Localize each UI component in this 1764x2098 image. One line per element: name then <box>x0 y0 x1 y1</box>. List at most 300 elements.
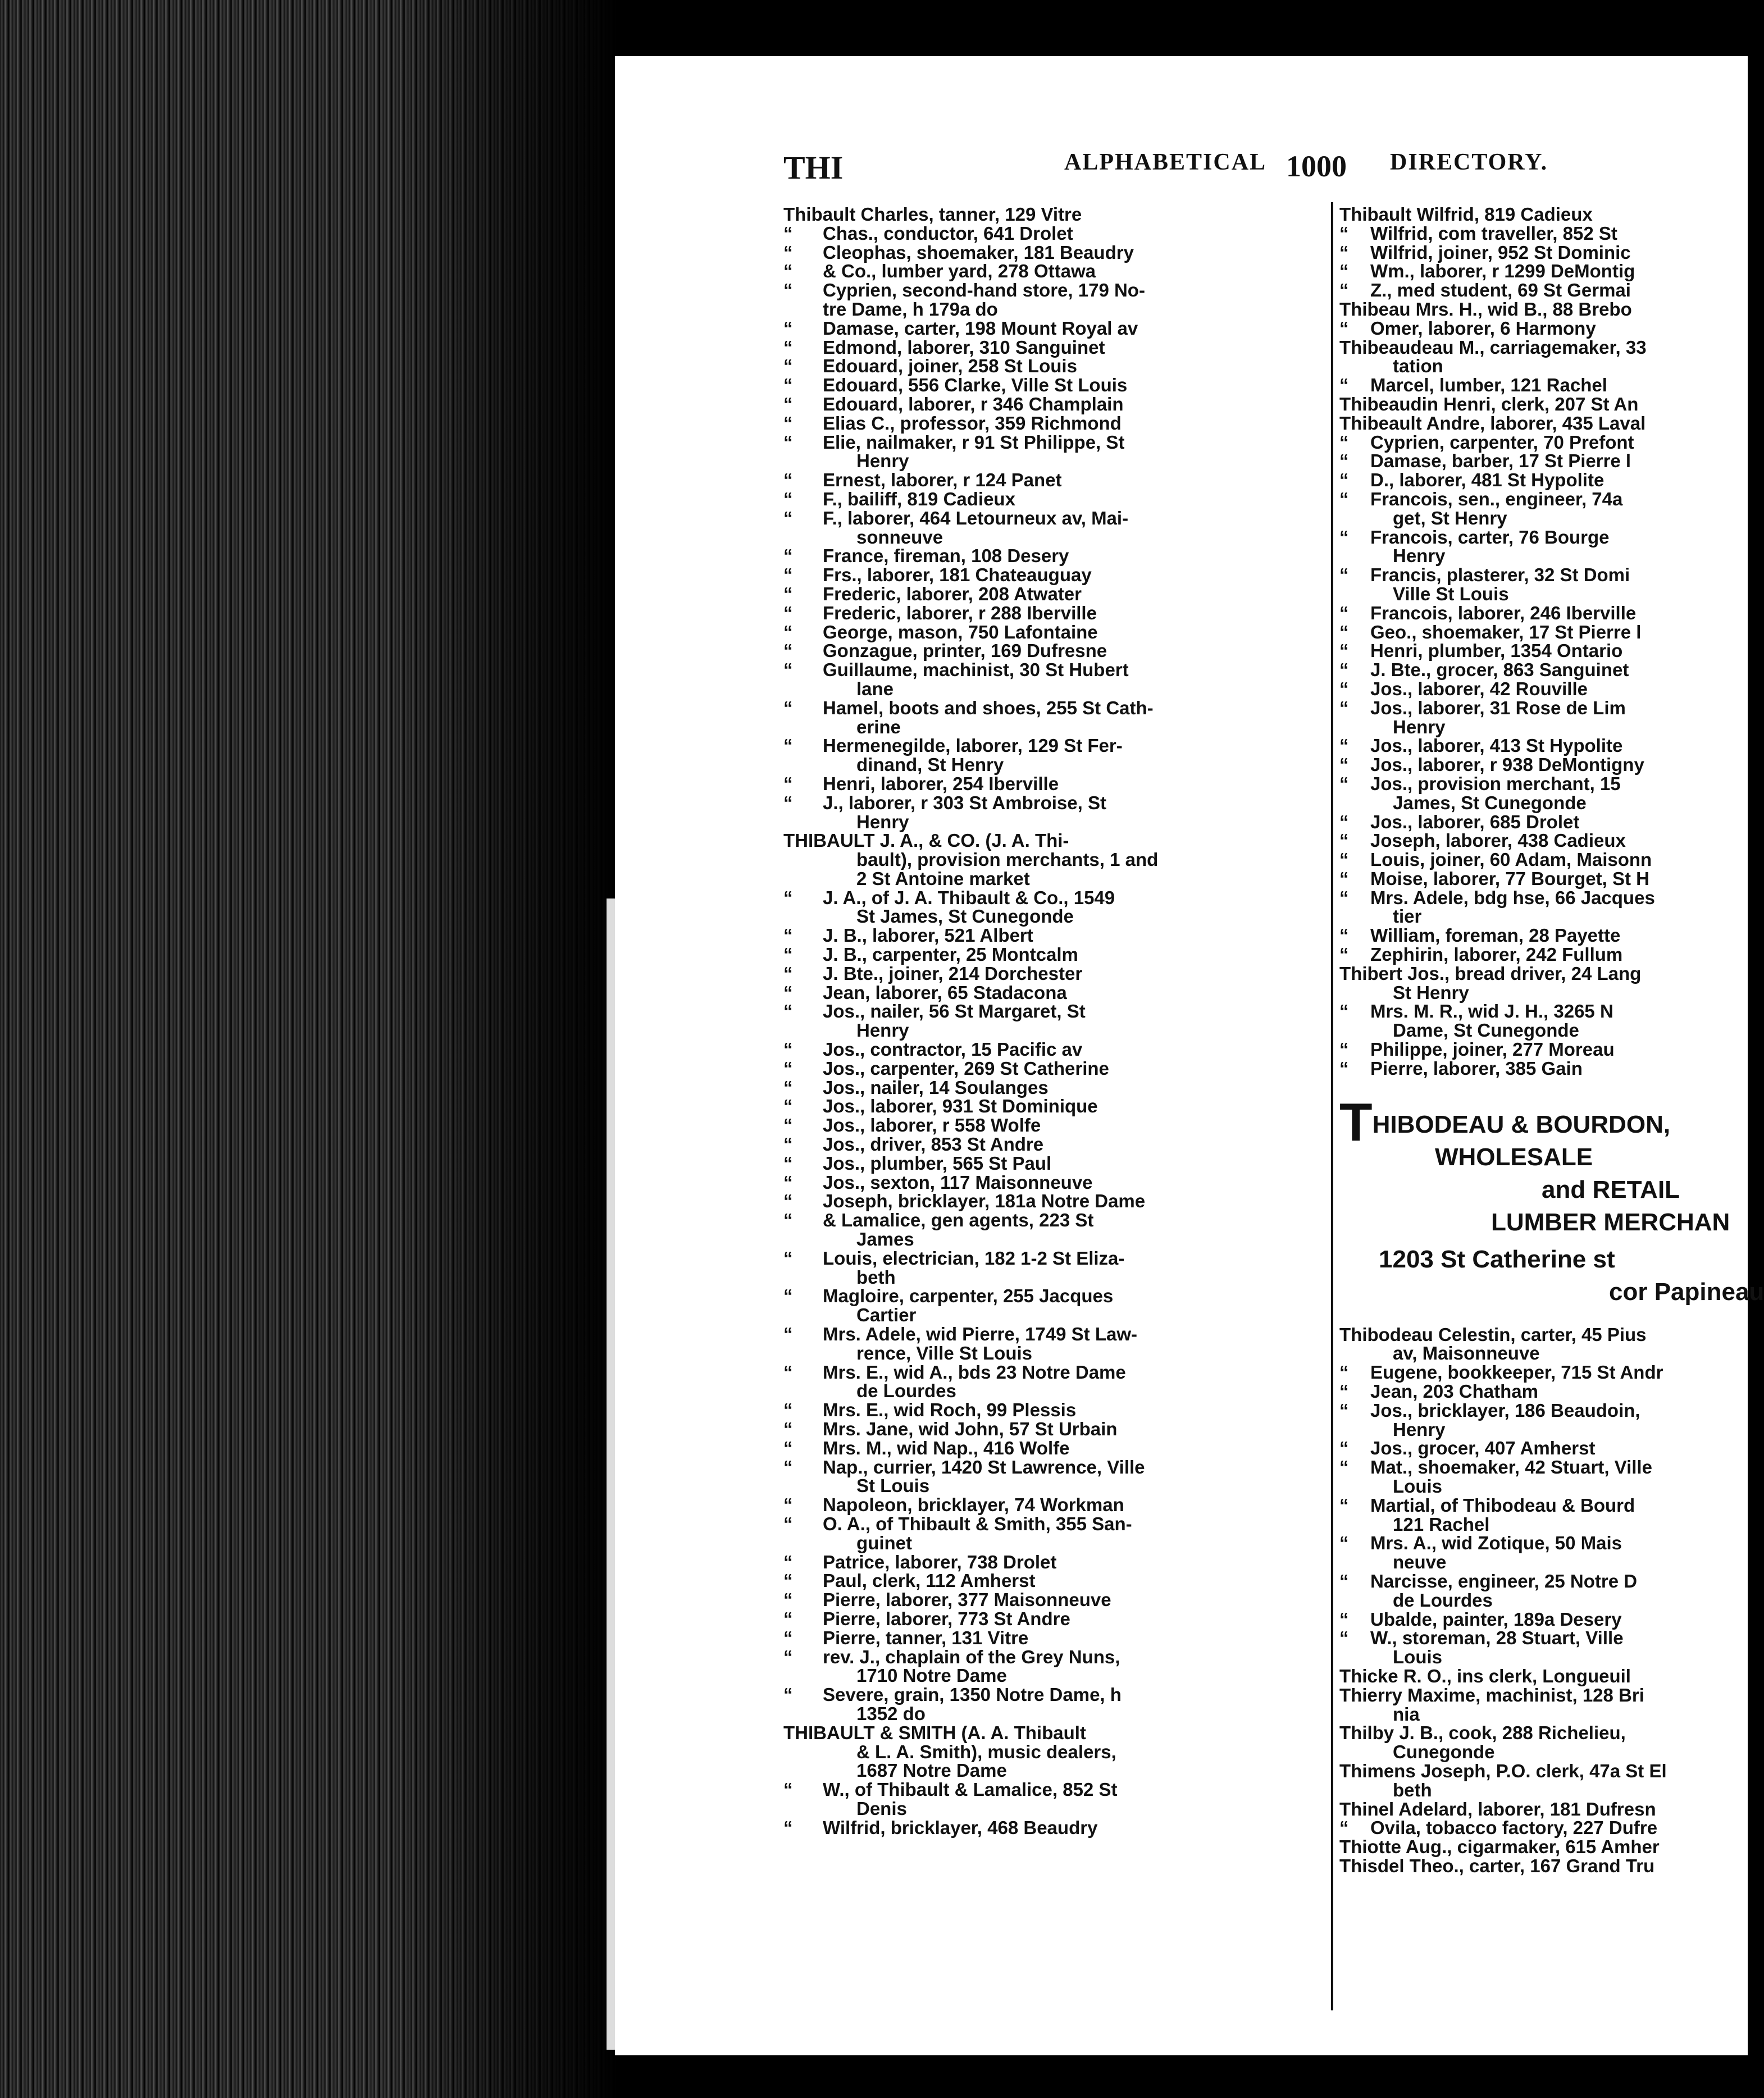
directory-entry-line <box>783 1723 1373 1743</box>
directory-entry-line <box>783 1040 1373 1059</box>
directory-entry-line <box>783 1648 1373 1667</box>
directory-entry-line <box>783 660 1373 679</box>
ditto-mark: “ <box>783 1247 793 1269</box>
ad-address: 1203 St Catherine st <box>1379 1245 1615 1273</box>
entry-text: Henry <box>856 450 909 472</box>
directory-entry-line <box>783 528 1373 547</box>
ditto-mark: “ <box>1339 697 1349 718</box>
entry-text: sonneuve <box>856 526 943 548</box>
entry-text: Pierre, laborer, 773 St Andre <box>823 1608 1070 1629</box>
directory-entry-line <box>783 1743 1373 1762</box>
directory-entry-line <box>1339 1344 1744 1363</box>
directory-entry-line <box>783 1401 1373 1420</box>
directory-entry-line <box>1339 1629 1744 1648</box>
right-column <box>1339 204 1764 1876</box>
ditto-mark: “ <box>783 925 793 946</box>
entry-text: J., laborer, r 303 St Ambroise, St <box>823 792 1106 813</box>
directory-entry-line <box>783 907 1373 926</box>
entry-text: Thierry Maxime, machinist, 128 Bri <box>1339 1684 1644 1705</box>
entry-text: Jos., grocer, 407 Amherst <box>1370 1438 1596 1459</box>
ditto-mark: “ <box>783 1134 793 1155</box>
running-head-key: THI <box>783 149 844 186</box>
entry-text: F., bailiff, 819 Cadieux <box>823 488 1015 509</box>
directory-entry-line <box>1339 1762 1744 1781</box>
directory-entry-line <box>1339 319 1744 338</box>
directory-entry-line <box>783 1515 1373 1534</box>
ditto-mark: “ <box>783 1115 793 1136</box>
entry-text: Henri, laborer, 254 Iberville <box>823 773 1059 794</box>
ditto-mark: “ <box>783 507 793 528</box>
ditto-mark: “ <box>783 1608 793 1629</box>
directory-entry-line <box>783 1306 1373 1325</box>
directory-entry-line <box>1339 338 1744 357</box>
directory-entry-line <box>783 300 1373 319</box>
entry-text: dinand, St Henry <box>856 754 1004 776</box>
entry-text: Jos., carpenter, 269 St Catherine <box>823 1057 1109 1079</box>
entry-text: Wm., laborer, r 1299 DeMontig <box>1370 261 1635 282</box>
entry-text: Geo., shoemaker, 17 St Pierre l <box>1370 621 1642 642</box>
ditto-mark: “ <box>1339 261 1349 282</box>
directory-entry-line <box>783 1381 1373 1401</box>
entry-text: Guillaume, machinist, 30 St Hubert <box>823 659 1129 681</box>
ditto-mark: “ <box>783 1096 793 1117</box>
ditto-mark: “ <box>1339 1571 1349 1592</box>
entry-text: Dame, St Cunegonde <box>1393 1020 1579 1041</box>
ditto-mark: “ <box>1339 1627 1349 1649</box>
entry-text: Thibodeau Celestin, carter, 45 Pius <box>1339 1324 1647 1345</box>
entry-text: Joseph, bricklayer, 181a Notre Dame <box>823 1191 1146 1212</box>
entry-text: J. Bte., grocer, 863 Sanguinet <box>1370 659 1629 681</box>
directory-entry-line <box>1339 224 1744 243</box>
ditto-mark: “ <box>783 1361 793 1383</box>
entry-text: Narcisse, engineer, 25 Notre D <box>1370 1571 1638 1592</box>
entry-text: Mrs. E., wid Roch, 99 Plessis <box>823 1399 1077 1421</box>
entry-text: Mrs. Adele, bdg hse, 66 Jacques <box>1370 887 1655 908</box>
ditto-mark: “ <box>1339 1057 1349 1079</box>
entry-text: 1710 Notre Dame <box>856 1665 1007 1686</box>
entry-text: Thilby J. B., cook, 288 Richelieu, <box>1339 1722 1626 1744</box>
directory-entry-line <box>1339 1477 1744 1496</box>
directory-entry-line <box>783 945 1373 964</box>
entry-text: Jos., laborer, 931 St Dominique <box>823 1096 1098 1117</box>
directory-entry-line <box>1339 926 1744 945</box>
ditto-mark: “ <box>1339 431 1349 453</box>
ditto-mark: “ <box>783 1210 793 1231</box>
ditto-mark: “ <box>783 375 793 396</box>
directory-entry-line <box>783 1458 1373 1477</box>
entry-text: George, mason, 750 Lafontaine <box>823 621 1098 642</box>
entry-text: Thibeaudeau M., carriagemaker, 33 <box>1339 336 1647 358</box>
column-divider <box>1331 202 1333 2010</box>
directory-entry-line <box>783 281 1373 300</box>
entry-text: Wilfrid, joiner, 952 St Dominic <box>1370 241 1631 263</box>
entry-text: D., laborer, 481 St Hypolite <box>1370 469 1605 491</box>
entry-text: Frederic, laborer, 208 Atwater <box>823 583 1082 604</box>
entry-text: Cyprien, carpenter, 70 Prefont <box>1370 431 1634 453</box>
entry-text: Louis <box>1393 1476 1442 1497</box>
directory-entry-line <box>1339 1040 1744 1059</box>
ditto-mark: “ <box>783 982 793 1003</box>
ditto-mark: “ <box>783 469 793 491</box>
directory-entry-line <box>783 1534 1373 1553</box>
entry-text: Thisdel Theo., carter, 167 Grand Tru <box>1339 1855 1655 1876</box>
entry-text: James, St Cunegonde <box>1393 792 1587 813</box>
directory-entry-line <box>1339 964 1744 983</box>
directory-entry-line <box>783 1590 1373 1609</box>
ditto-mark: “ <box>783 1077 793 1098</box>
entry-text: Gonzague, printer, 169 Dufresne <box>823 640 1107 662</box>
ditto-mark: “ <box>783 1039 793 1060</box>
ditto-mark: “ <box>783 564 793 586</box>
ditto-mark: “ <box>1339 659 1349 681</box>
directory-entry-line <box>783 1021 1373 1040</box>
ditto-mark: “ <box>783 621 793 642</box>
directory-entry-line <box>783 736 1373 755</box>
ditto-mark: “ <box>783 317 793 339</box>
directory-entry-line <box>783 1571 1373 1590</box>
entry-text: Jean, 203 Chatham <box>1370 1381 1538 1402</box>
directory-entry-line <box>1339 1439 1744 1458</box>
entry-text: Cunegonde <box>1393 1741 1495 1763</box>
directory-entry-line <box>783 1553 1373 1572</box>
entry-text: Elias C., professor, 359 Richmond <box>823 412 1122 434</box>
ditto-mark: “ <box>783 697 793 718</box>
entry-text: Jos., laborer, 413 St Hypolite <box>1370 735 1623 756</box>
entry-text: W., storeman, 28 Stuart, Ville <box>1370 1627 1624 1649</box>
left-column <box>783 205 1373 1837</box>
ditto-mark: “ <box>1339 564 1349 586</box>
entry-text: Mrs. A., wid Zotique, 50 Mais <box>1370 1533 1622 1554</box>
directory-entry-line <box>783 1173 1373 1192</box>
directory-entry-line <box>1339 414 1744 433</box>
entry-text: & Lamalice, gen agents, 223 St <box>823 1210 1094 1231</box>
ditto-mark: “ <box>1339 1001 1349 1022</box>
entry-text: THIBAULT J. A., & CO. (J. A. Thi- <box>783 830 1069 851</box>
ditto-mark: “ <box>1339 375 1349 396</box>
directory-entry-line <box>783 376 1373 395</box>
ditto-mark: “ <box>1339 1533 1349 1554</box>
directory-entry-line <box>1339 850 1744 869</box>
entry-text: St Henry <box>1393 982 1469 1003</box>
directory-entry-line <box>1339 869 1744 888</box>
right-column-entries-top <box>1339 205 1744 1078</box>
directory-entry-line <box>783 395 1373 414</box>
entry-text: Thibert Jos., bread driver, 24 Lang <box>1339 963 1642 984</box>
entry-text: de Lourdes <box>856 1380 956 1402</box>
directory-entry-line <box>783 1211 1373 1230</box>
directory-entry-line <box>783 1344 1373 1363</box>
entry-text: Louis, electrician, 182 1-2 St Eliza- <box>823 1247 1125 1269</box>
entry-text: Francois, laborer, 246 Iberville <box>1370 602 1637 623</box>
ad-line-4: LUMBER MERCHAN <box>1491 1208 1730 1236</box>
directory-entry-line <box>1339 1837 1744 1857</box>
running-head-directory: DIRECTORY. <box>1390 149 1548 175</box>
ditto-mark: “ <box>1339 241 1349 263</box>
entry-text: Thibault Charles, tanner, 129 Vitre <box>783 204 1082 225</box>
ad-line-3: and RETAIL <box>1542 1175 1680 1203</box>
directory-entry-line <box>783 869 1373 888</box>
entry-text: Ville St Louis <box>1393 583 1509 604</box>
directory-entry-line <box>783 414 1373 433</box>
directory-entry-line <box>1339 1781 1744 1800</box>
entry-text: J. Bte., joiner, 214 Dorchester <box>823 963 1083 984</box>
entry-text: Mrs. M., wid Nap., 416 Wolfe <box>823 1437 1070 1458</box>
directory-entry-line <box>783 565 1373 585</box>
entry-text: Wilfrid, com traveller, 852 St <box>1370 222 1617 244</box>
entry-text: av, Maisonneuve <box>1393 1343 1540 1364</box>
directory-entry-line <box>783 679 1373 699</box>
directory-entry-line <box>1339 718 1744 737</box>
entry-text: J. B., laborer, 521 Albert <box>823 925 1033 946</box>
ditto-mark: “ <box>1339 488 1349 509</box>
ditto-mark: “ <box>1339 811 1349 832</box>
ditto-mark: “ <box>783 1779 793 1800</box>
entry-text: Thiotte Aug., cigarmaker, 615 Amher <box>1339 1836 1660 1858</box>
directory-entry-line <box>1339 451 1744 471</box>
entry-text: Philippe, joiner, 277 Moreau <box>1370 1039 1615 1060</box>
directory-entry-line <box>1339 1667 1744 1686</box>
directory-entry-line <box>1339 1496 1744 1515</box>
ditto-mark: “ <box>783 792 793 813</box>
entry-text: THIBAULT & SMITH (A. A. Thibault <box>783 1722 1086 1743</box>
entry-text: Jos., laborer, 42 Rouville <box>1370 678 1588 699</box>
directory-entry-line <box>1339 243 1744 262</box>
entry-text: Edouard, 556 Clarke, Ville St Louis <box>823 375 1128 396</box>
ditto-mark: “ <box>783 241 793 263</box>
ditto-mark: “ <box>1339 1362 1349 1383</box>
ditto-mark: “ <box>1339 1438 1349 1459</box>
directory-entry-line <box>1339 679 1744 699</box>
entry-text: F., laborer, 464 Letourneux av, Mai- <box>823 507 1129 528</box>
ditto-mark: “ <box>783 1684 793 1705</box>
entry-text: Pierre, tanner, 131 Vitre <box>823 1627 1029 1648</box>
entry-text: Francis, plasterer, 32 St Domi <box>1370 564 1630 586</box>
ditto-mark: “ <box>1339 640 1349 662</box>
entry-text: 2 St Antoine market <box>856 868 1030 889</box>
entry-text: de Lourdes <box>1393 1589 1493 1611</box>
directory-entry-line <box>783 433 1373 452</box>
directory-entry-line <box>783 1609 1373 1629</box>
entry-text: tier <box>1393 906 1422 927</box>
directory-entry-line <box>783 831 1373 850</box>
entry-text: neuve <box>1393 1552 1447 1573</box>
directory-entry-line <box>783 319 1373 338</box>
directory-entry-line <box>1339 623 1744 642</box>
entry-text: Magloire, carpenter, 255 Jacques <box>823 1285 1114 1307</box>
entry-text: & L. A. Smith), music dealers, <box>856 1741 1116 1762</box>
directory-entry-line <box>783 926 1373 945</box>
entry-text: beth <box>856 1266 896 1288</box>
ditto-mark: “ <box>783 963 793 984</box>
entry-text: get, St Henry <box>1393 507 1507 528</box>
entry-text: & Co., lumber yard, 278 Ottawa <box>823 261 1096 282</box>
directory-entry-line <box>1339 357 1744 376</box>
directory-entry-line <box>1339 1800 1744 1819</box>
entry-text: Francois, sen., engineer, 74a <box>1370 488 1623 509</box>
directory-page <box>615 56 1764 2055</box>
ditto-mark: “ <box>1339 1608 1349 1630</box>
directory-entry-line <box>783 850 1373 869</box>
page-number: 1000 <box>1286 149 1347 183</box>
entry-text: Zephirin, laborer, 242 Fullum <box>1370 944 1623 965</box>
directory-entry-line <box>783 1629 1373 1648</box>
directory-entry-line <box>783 1002 1373 1021</box>
ditto-mark: “ <box>1339 1817 1349 1839</box>
ditto-mark: “ <box>783 261 793 282</box>
directory-entry-line <box>783 1420 1373 1439</box>
entry-text: Jos., contractor, 15 Pacific av <box>823 1039 1083 1060</box>
ditto-mark: “ <box>783 1399 793 1421</box>
entry-text: St James, St Cunegonde <box>856 906 1074 927</box>
ditto-mark: “ <box>1339 450 1349 472</box>
directory-entry-line <box>1339 660 1744 679</box>
directory-entry-line <box>1339 490 1744 509</box>
entry-text: Pierre, laborer, 377 Maisonneuve <box>823 1589 1111 1611</box>
directory-entry-line <box>783 1230 1373 1249</box>
entry-text: Eugene, bookkeeper, 715 St Andr <box>1370 1362 1663 1383</box>
entry-text: J. B., carpenter, 25 Montcalm <box>823 944 1078 965</box>
entry-text: Edouard, laborer, r 346 Champlain <box>823 393 1124 414</box>
directory-entry-line <box>1339 641 1744 660</box>
entry-text: Louis, joiner, 60 Adam, Maisonn <box>1370 849 1652 870</box>
directory-entry-line <box>783 1799 1373 1818</box>
entry-text: tation <box>1393 355 1443 377</box>
entry-text: Ubalde, painter, 189a Desery <box>1370 1608 1622 1630</box>
entry-text: Thibeaudin Henri, clerk, 207 St An <box>1339 393 1639 414</box>
ditto-mark: “ <box>1339 868 1349 889</box>
directory-entry-line <box>783 1192 1373 1211</box>
ditto-mark: “ <box>783 1324 793 1345</box>
entry-text: 1687 Notre Dame <box>856 1760 1007 1781</box>
entry-text: rence, Ville St Louis <box>856 1342 1033 1363</box>
entry-text: nia <box>1393 1703 1420 1725</box>
directory-entry-line <box>783 755 1373 774</box>
directory-entry-line <box>1339 945 1744 964</box>
directory-entry-line <box>1339 1382 1744 1401</box>
entry-text: William, foreman, 28 Payette <box>1370 925 1621 946</box>
directory-entry-line <box>1339 1553 1744 1572</box>
ditto-mark: “ <box>783 545 793 567</box>
entry-text: Patrice, laborer, 738 Drolet <box>823 1551 1057 1572</box>
ditto-mark: “ <box>783 944 793 965</box>
entry-text: Henry <box>1393 716 1446 737</box>
directory-entry-line <box>783 1363 1373 1382</box>
directory-entry-line <box>783 888 1373 907</box>
directory-entry-line <box>1339 1610 1744 1629</box>
directory-entry-line <box>1339 509 1744 528</box>
entry-text: Chas., conductor, 641 Drolet <box>823 222 1073 244</box>
ditto-mark: “ <box>783 1437 793 1458</box>
entry-text: Hamel, boots and shoes, 255 St Cath- <box>823 697 1154 718</box>
directory-entry-line <box>783 793 1373 813</box>
directory-entry-line <box>783 1818 1373 1837</box>
entry-text: Thicke R. O., ins clerk, Longueuil <box>1339 1666 1631 1686</box>
directory-entry-line <box>783 1249 1373 1268</box>
entry-text: guinet <box>856 1532 912 1553</box>
directory-entry-line <box>783 983 1373 1002</box>
directory-entry-line <box>783 338 1373 357</box>
entry-text: Henri, plumber, 1354 Ontario <box>1370 640 1623 662</box>
directory-entry-line <box>1339 755 1744 774</box>
directory-entry-line <box>783 1135 1373 1154</box>
directory-entry-line <box>1339 1723 1744 1743</box>
entry-text: Jos., laborer, r 938 DeMontigny <box>1370 754 1644 776</box>
directory-entry-line <box>1339 300 1744 319</box>
ditto-mark: “ <box>1339 925 1349 946</box>
entry-text: Mat., shoemaker, 42 Stuart, Ville <box>1370 1457 1652 1478</box>
directory-entry-line <box>1339 281 1744 300</box>
ditto-mark: “ <box>783 412 793 434</box>
directory-entry-line <box>1339 774 1744 793</box>
ditto-mark: “ <box>783 583 793 604</box>
entry-text: Pierre, laborer, 385 Gain <box>1370 1057 1583 1079</box>
directory-entry-line <box>1339 831 1744 850</box>
directory-entry-line <box>783 604 1373 623</box>
directory-entry-line <box>783 623 1373 642</box>
ditto-mark: “ <box>1339 849 1349 870</box>
ditto-mark: “ <box>783 280 793 301</box>
directory-entry-line <box>783 1287 1373 1306</box>
ditto-mark: “ <box>783 1627 793 1648</box>
entry-text: Jos., bricklayer, 186 Beaudoin, <box>1370 1399 1640 1421</box>
directory-entry-line <box>1339 983 1744 1002</box>
directory-entry-line <box>783 1476 1373 1495</box>
entry-text: Jos., laborer, r 558 Wolfe <box>823 1115 1041 1136</box>
entry-text: Damase, barber, 17 St Pierre l <box>1370 450 1631 472</box>
ditto-mark: “ <box>783 659 793 681</box>
right-column-entries-bottom <box>1339 1325 1744 1876</box>
ditto-mark: “ <box>783 773 793 794</box>
ditto-mark: “ <box>1339 621 1349 642</box>
ditto-mark: “ <box>783 887 793 908</box>
ditto-mark: “ <box>783 1494 793 1516</box>
entry-text: France, fireman, 108 Desery <box>823 545 1069 567</box>
ad-line-2: WHOLESALE <box>1435 1143 1593 1171</box>
directory-entry-line <box>1339 262 1744 281</box>
directory-entry-line <box>1339 1401 1744 1420</box>
entry-text: Francois, carter, 76 Bourge <box>1370 526 1610 548</box>
directory-entry-line <box>783 1439 1373 1458</box>
ditto-mark: “ <box>783 1570 793 1591</box>
ditto-mark: “ <box>1339 773 1349 794</box>
directory-entry-line <box>783 964 1373 983</box>
directory-entry-line <box>783 1268 1373 1287</box>
directory-entry-line <box>1339 888 1744 907</box>
directory-entry-line <box>1339 1591 1744 1610</box>
entry-text: Omer, laborer, 6 Harmony <box>1370 317 1596 339</box>
entry-text: tre Dame, h 179a do <box>823 298 998 320</box>
ditto-mark: “ <box>1339 469 1349 491</box>
directory-entry-line <box>783 471 1373 490</box>
directory-entry-line <box>783 509 1373 528</box>
directory-entry-line <box>1339 471 1744 490</box>
directory-entry-line <box>1339 1515 1744 1534</box>
directory-entry-line <box>783 1059 1373 1078</box>
ditto-mark: “ <box>783 640 793 662</box>
entry-text: Jos., driver, 853 St Andre <box>823 1134 1044 1155</box>
entry-text: Mrs. Jane, wid John, 57 St Urbain <box>823 1419 1118 1439</box>
directory-entry-line <box>1339 907 1744 926</box>
directory-entry-line <box>783 1097 1373 1116</box>
entry-text: Ernest, laborer, r 124 Panet <box>823 469 1062 491</box>
entry-text: 1352 do <box>856 1703 926 1724</box>
entry-text: Jos., sexton, 117 Maisonneuve <box>823 1171 1093 1193</box>
entry-text: O. A., of Thibault & Smith, 355 San- <box>823 1513 1132 1534</box>
directory-entry-line <box>1339 1059 1744 1078</box>
ditto-mark: “ <box>1339 1039 1349 1060</box>
directory-entry-line <box>1339 1021 1744 1040</box>
entry-text: Jos., nailer, 56 St Margaret, St <box>823 1001 1086 1022</box>
